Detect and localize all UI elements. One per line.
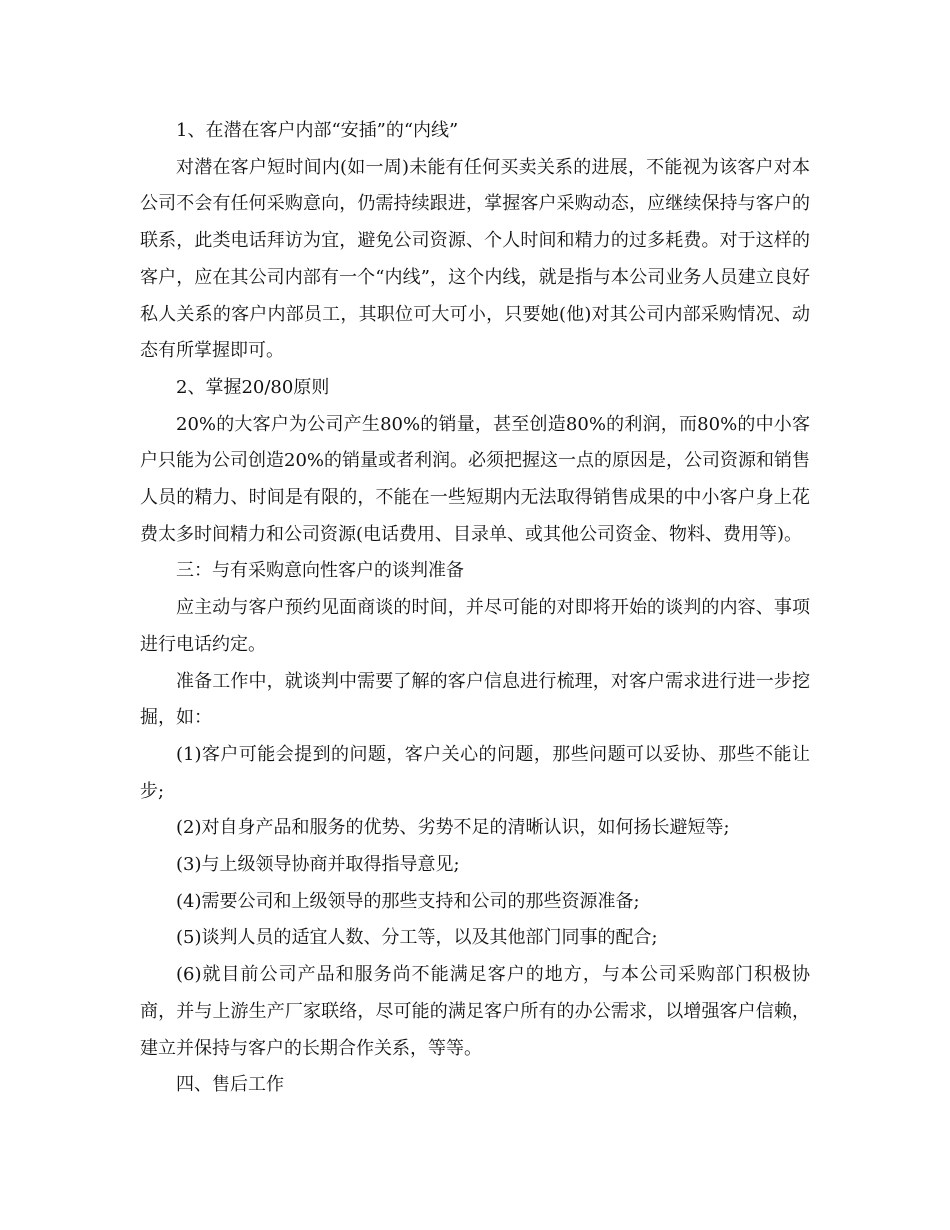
list-item: (1)客户可能会提到的问题，客户关心的问题，那些问题可以妥协、那些不能让步;: [140, 743, 810, 802]
heading-20-80-rule: 2、掌握20/80原则: [176, 376, 330, 398]
list-item: (4)需要公司和上级领导的那些支持和公司的那些资源准备;: [176, 890, 640, 912]
list-item: (5)谈判人员的适宜人数、分工等，以及其他部门同事的配合;: [176, 927, 658, 949]
document-body: [140, 113, 810, 1104]
heading-negotiation-prep: 三：与有采购意向性客户的谈判准备: [176, 560, 464, 582]
list-item: (3)与上级领导协商并取得指导意见;: [176, 854, 460, 876]
body-paragraph: 应主动与客户预约见面商谈的时间，并尽可能的对即将开始的谈判的内容、事项进行电话约定。: [140, 597, 810, 655]
list-item: (6)就目前公司产品和服务尚不能满足客户的地方，与本公司采购部门积极协商，并与上游生产厂家联络，尽可能的满足客户所有的办公需求，以增强客户信赖，建立并保持与客户的长期合作关系，等等。: [140, 964, 810, 1059]
heading-after-sales: 四、售后工作: [176, 1074, 284, 1096]
body-paragraph: 准备工作中，就谈判中需要了解的客户信息进行梳理，对客户需求进行进一步挖掘，如：: [140, 670, 810, 729]
body-paragraph: 对潜在客户短时间内(如一周)未能有任何买卖关系的进展，不能视为该客户对本公司不会有任何采购意向，仍需持续跟进，掌握客户采购动态，应继续保持与客户的联系，此类电话拜访为宜，避免公司资源、个人时间和精力的过多耗费。对于这样的客户，应在其公司内部有一个“内线”，这个内线，就是指与本公司业务人员建立良好私人关系的客户内部员工，其职位可大可小，只要她(他)对其公司内部采购情况、动态有所掌握即可。: [140, 156, 810, 362]
list-item: (2)对自身产品和服务的优势、劣势不足的清晰认识，如何扬长避短等;: [176, 817, 730, 839]
body-paragraph: 20%的大客户为公司产生80%的销量，甚至创造80%的利润，而80%的中小客户只能为公司创造20%的销量或者利润。必须把握这一点的原因是，公司资源和销售人员的精力、时间是有限的，不能在一些短期内无法取得销售成果的中小客户身上花费太多时间精力和公司资源(电话费用、目录单、或其他公司资金、物料、费用等)。: [140, 413, 811, 545]
heading-insider: 1、在潜在客户内部“安插”的“内线”: [176, 120, 459, 141]
